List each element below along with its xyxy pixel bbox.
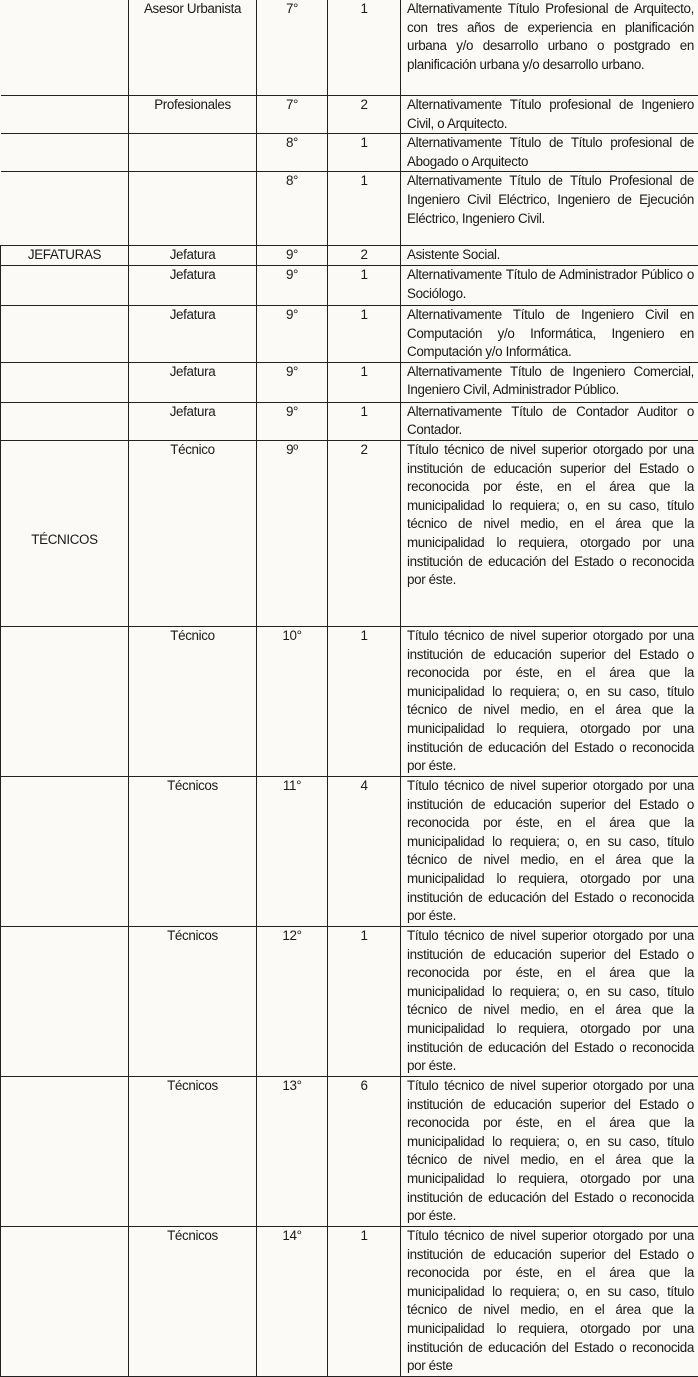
grado-cell — [257, 362, 328, 402]
table-row — [1, 265, 698, 305]
grado-text: 10° — [282, 628, 301, 643]
requisito-cell — [401, 626, 698, 776]
requisito-text: Alternativamente Título profesional de Ingeniero Civil, o Arquitecto. — [407, 97, 694, 131]
cargo-cell — [129, 362, 257, 402]
grado-text: 9° — [286, 307, 298, 322]
grado-cell — [257, 0, 328, 96]
requisito-text: Asistente Social. — [407, 247, 500, 262]
table-row — [1, 402, 698, 440]
requisito-cell — [401, 96, 698, 134]
grado-cell — [257, 246, 328, 266]
cantidad-text: 6 — [360, 1078, 367, 1093]
grado-cell — [257, 402, 328, 440]
table-row — [1, 776, 698, 926]
cargo-text: Jefatura — [170, 247, 216, 262]
cantidad-text: 4 — [360, 778, 367, 793]
cantidad-cell — [328, 246, 401, 266]
cantidad-text: 1 — [360, 307, 367, 322]
cargo-text: Jefatura — [170, 364, 216, 379]
table-row — [1, 134, 698, 172]
cantidad-cell — [328, 440, 401, 626]
cantidad-text: 1 — [360, 1228, 367, 1243]
grado-text: 9° — [286, 247, 298, 262]
cantidad-cell — [328, 96, 401, 134]
group-cell — [1, 362, 129, 402]
cargo-text: Técnicos — [167, 928, 218, 943]
group-cell — [1, 626, 129, 776]
cargo-cell — [129, 265, 257, 305]
group-cell — [1, 926, 129, 1076]
group-cell — [1, 440, 129, 626]
cargo-text: Técnicos — [167, 1078, 218, 1093]
requisito-text: Alternativamente Título de Administrador Público o Sociólogo. — [407, 267, 694, 301]
grado-text: 7° — [286, 97, 298, 112]
table-row — [1, 926, 698, 1076]
requisito-cell — [401, 265, 698, 305]
grado-text: 11° — [283, 778, 301, 793]
cantidad-text: 1 — [360, 267, 367, 282]
requisito-cell — [401, 402, 698, 440]
requisito-text: Título técnico de nivel superior otorgado por una institución de educación superior del Estado o reconocida por éste, en el área que la municipalidad lo requiera; o, en su caso, título técnico de nivel medio, en el área que la municipalidad lo requiera, otorgado por una institución de educación del Estado o reconocida por éste. — [407, 1078, 694, 1223]
cargo-text: Técnico — [170, 442, 214, 457]
requisito-text: Alternativamente Título de Ingeniero Comercial, Ingeniero Civil, Administrador Público. — [407, 364, 694, 398]
requisito-cell — [401, 246, 698, 266]
cantidad-cell — [328, 1076, 401, 1226]
cargo-text: Profesionales — [154, 97, 231, 112]
requisito-cell — [401, 305, 698, 362]
cantidad-cell — [328, 776, 401, 926]
requisito-text: Alternativamente Título de Título profesional de Abogado o Arquitecto — [407, 135, 694, 169]
cargo-cell — [129, 402, 257, 440]
grado-cell — [257, 1226, 328, 1376]
grado-cell — [257, 134, 328, 172]
requisito-text: Título técnico de nivel superior otorgado por una institución de educación superior del Estado o reconocida por éste, en el área que la municipalidad lo requiera; o, en su caso, título técnico de nivel medio, en el área que la municipalidad lo requiera, otorgado por una institución de educación del Estado o reconocida por éste. — [407, 442, 694, 587]
grado-text: 8° — [286, 173, 298, 188]
group-cell — [1, 1226, 129, 1376]
cantidad-text: 1 — [360, 364, 367, 379]
requisito-cell — [401, 776, 698, 926]
grado-cell — [257, 305, 328, 362]
cargo-text: Técnico — [170, 628, 214, 643]
requisito-text: Título técnico de nivel superior otorgado por una institución de educación superior del Estado o reconocida por éste, en el área que la municipalidad lo requiera; o, en su caso, título técnico de nivel medio, en el área que la municipalidad lo requiera, otorgado por una institución de educación del Estado o reconocida por éste. — [407, 628, 694, 773]
group-cell — [1, 776, 129, 926]
grado-cell — [257, 440, 328, 626]
cantidad-cell — [328, 134, 401, 172]
cargo-cell — [129, 776, 257, 926]
requisito-cell — [401, 362, 698, 402]
cargo-cell — [129, 134, 257, 172]
table-row — [1, 1076, 698, 1226]
grado-text: 9° — [286, 267, 298, 282]
cantidad-cell — [328, 402, 401, 440]
grado-cell — [257, 96, 328, 134]
table-row — [1, 362, 698, 402]
grado-text: 13° — [282, 1078, 301, 1093]
group-cell — [1, 1076, 129, 1226]
requisito-cell — [401, 1076, 698, 1226]
cantidad-text: 1 — [360, 628, 367, 643]
cargo-text: Técnicos — [167, 778, 218, 793]
grado-cell — [257, 926, 328, 1076]
cantidad-cell — [328, 172, 401, 246]
group-cell — [1, 246, 129, 266]
requisito-text: Título técnico de nivel superior otorgado por una institución de educación superior del Estado o reconocida por éste, en el área que la municipalidad lo requiera; o, en su caso, título técnico de nivel medio, en el área que la municipalidad lo requiera, otorgado por una institución de educación del Estado o reconocida por éste. — [407, 778, 694, 923]
cargo-text: Jefatura — [170, 404, 216, 419]
cargo-cell — [129, 305, 257, 362]
grado-cell — [257, 776, 328, 926]
requisito-text: Alternativamente Título Profesional de Arquitecto, con tres años de experiencia en planificación urbana y/o desarrollo urbano o postgrado en planificación urbana y/o desarrollo urbano. — [407, 1, 694, 72]
cantidad-cell — [328, 362, 401, 402]
group-cell — [1, 0, 129, 96]
cantidad-text: 1 — [360, 173, 367, 188]
table-row — [1, 1226, 698, 1376]
requisito-cell — [401, 926, 698, 1076]
grado-cell — [257, 172, 328, 246]
requisito-cell — [401, 1226, 698, 1376]
requisito-text: Alternativamente Título de Ingeniero Civil en Computación y/o Informática, Ingeniero en Computación y/o Informática. — [407, 307, 694, 359]
cargo-cell — [129, 1226, 257, 1376]
table-body — [1, 0, 698, 1376]
table-row — [1, 0, 698, 96]
group-cell — [1, 402, 129, 440]
cantidad-text: 2 — [360, 97, 367, 112]
grado-text: 9° — [286, 404, 298, 419]
cantidad-cell — [328, 0, 401, 96]
grado-cell — [257, 626, 328, 776]
requisito-text: Título técnico de nivel superior otorgado por una institución de educación superior del Estado o reconocida por éste, en el área que la municipalidad lo requiera; o, en su caso, título técnico de nivel medio, en el área que la municipalidad lo requiera, otorgado por una institución de educación del Estado o reconocida por éste — [407, 1228, 694, 1373]
requisito-text: Alternativamente Título de Título Profesional de Ingeniero Civil Eléctrico, Ingeniero de Ejecución Eléctrico, Ingeniero Civil. — [407, 173, 694, 225]
grado-cell — [257, 1076, 328, 1226]
group-text: JEFATURAS — [28, 247, 101, 262]
cargo-cell — [129, 926, 257, 1076]
grado-cell — [257, 265, 328, 305]
cantidad-text: 1 — [360, 928, 367, 943]
requisito-cell — [401, 172, 698, 246]
group-cell — [1, 172, 129, 246]
table-row — [1, 305, 698, 362]
cantidad-text: 2 — [360, 442, 367, 457]
cantidad-text: 2 — [360, 247, 367, 262]
group-cell — [1, 96, 129, 134]
grado-text: 7° — [286, 1, 298, 16]
cargo-text: Jefatura — [170, 267, 216, 282]
cantidad-cell — [328, 926, 401, 1076]
grado-text: 8° — [286, 135, 298, 150]
group-cell — [1, 134, 129, 172]
cargo-text: Técnicos — [167, 1228, 218, 1243]
grado-text: 9° — [286, 364, 298, 379]
cargo-text: Jefatura — [170, 307, 216, 322]
requisito-cell — [401, 0, 698, 96]
cargo-cell — [129, 0, 257, 96]
table-row — [1, 96, 698, 134]
cargo-cell — [129, 172, 257, 246]
group-cell — [1, 305, 129, 362]
cargo-cell — [129, 440, 257, 626]
cantidad-cell — [328, 626, 401, 776]
cantidad-text: 1 — [360, 404, 367, 419]
requisito-text: Título técnico de nivel superior otorgado por una institución de educación superior del Estado o reconocida por éste, en el área que la municipalidad lo requiera; o, en su caso, título técnico de nivel medio, en el área que la municipalidad lo requiera, otorgado por una institución de educación del Estado o reconocida por éste. — [407, 928, 694, 1073]
group-text: TÉCNICOS — [5, 441, 124, 550]
grado-text: 9º — [286, 442, 298, 457]
table-row — [1, 626, 698, 776]
table-row — [1, 246, 698, 266]
cargo-text: Asesor Urbanista — [144, 1, 241, 16]
requisito-cell — [401, 440, 698, 626]
cargo-cell — [129, 626, 257, 776]
cantidad-cell — [328, 305, 401, 362]
cargo-cell — [129, 246, 257, 266]
cargo-cell — [129, 1076, 257, 1226]
table-row — [1, 440, 698, 626]
cantidad-cell — [328, 1226, 401, 1376]
grado-text: 12° — [282, 928, 301, 943]
cargo-cell — [129, 96, 257, 134]
cantidad-text: 1 — [360, 1, 367, 16]
cantidad-text: 1 — [360, 135, 367, 150]
requisito-cell — [401, 134, 698, 172]
cantidad-cell — [328, 265, 401, 305]
requisito-text: Alternativamente Título de Contador Auditor o Contador. — [407, 404, 694, 438]
table-row — [1, 172, 698, 246]
grado-text: 14° — [282, 1228, 301, 1243]
group-cell — [1, 265, 129, 305]
